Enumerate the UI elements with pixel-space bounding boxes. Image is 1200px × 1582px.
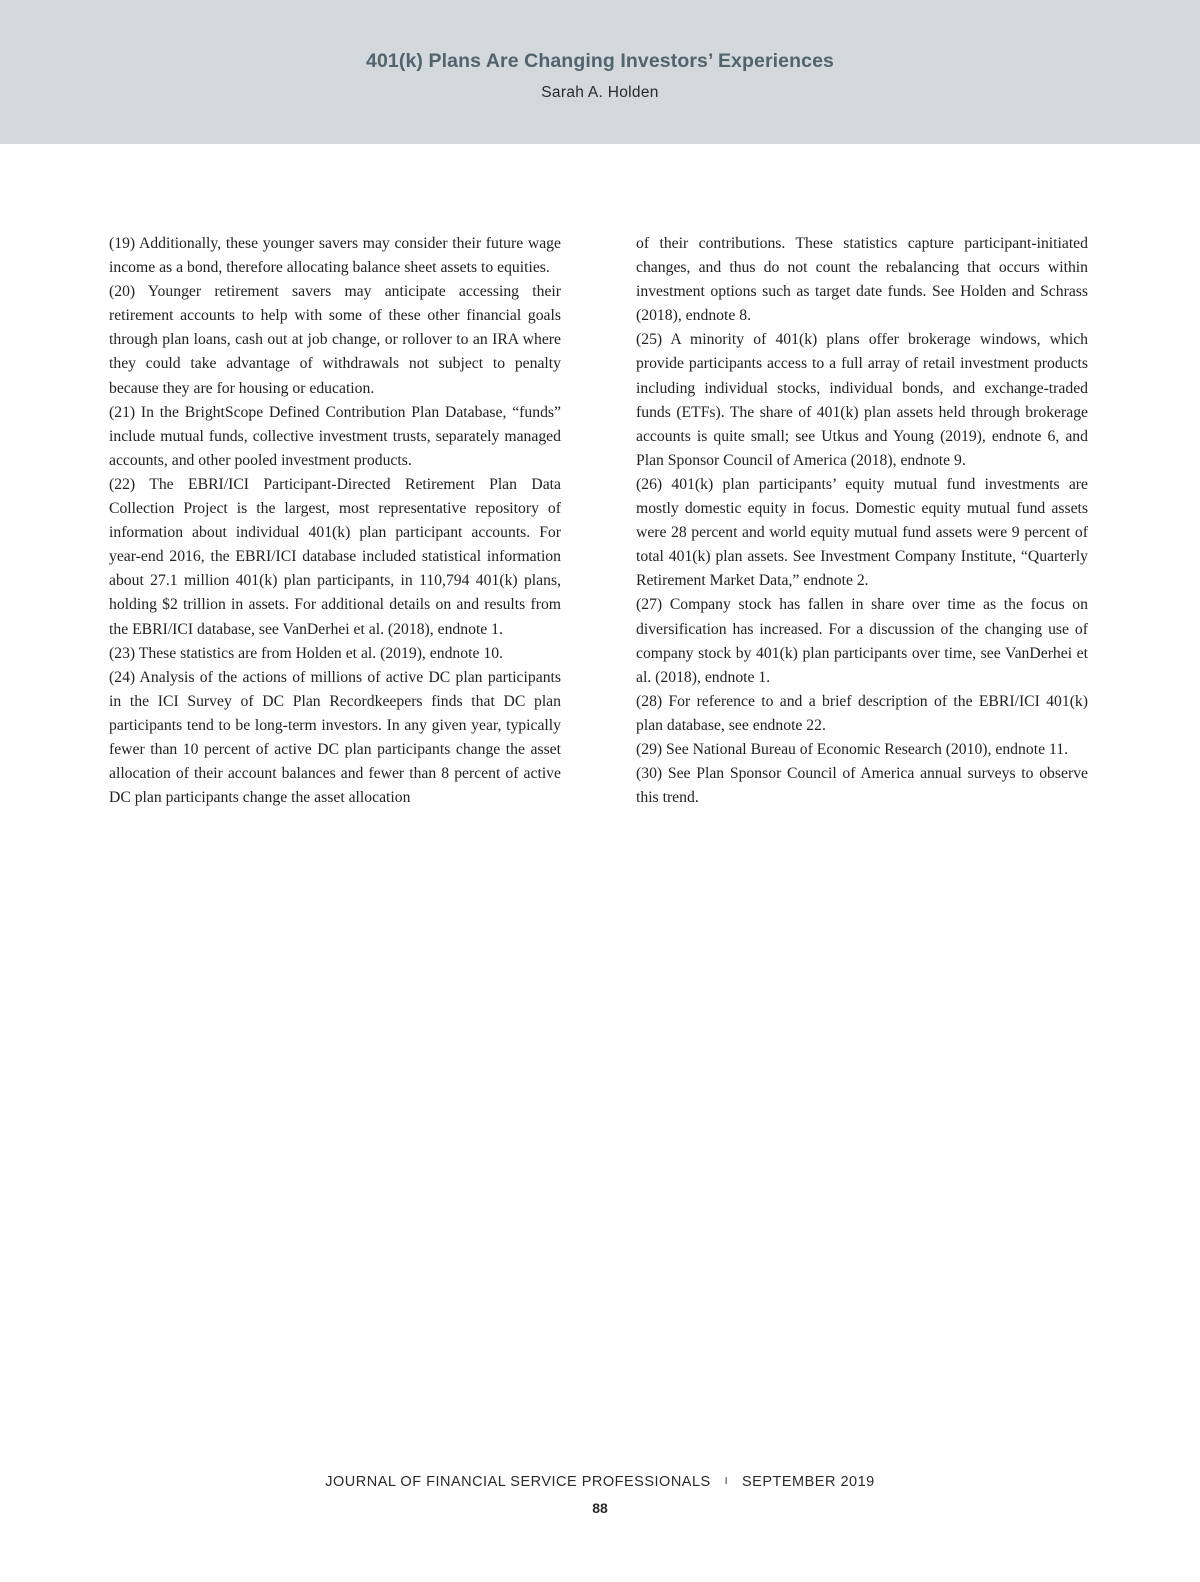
endnote-24: (24) Analysis of the actions of millions of active DC plan participants in the ICI Survey of DC Plan Recordkeepers finds that DC plan participants tend to be long-term investors. In any given year, typically fewer than 10 percent of active DC plan participants change the asset allocation of their account balances and fewer than 8 percent of active DC plan participants change the asset allocation: [109, 668, 561, 807]
endnotes-right-column: [636, 232, 1088, 810]
endnote-19: (19) Additionally, these younger savers may consider their future wage income as a bond, therefore allocating balance sheet assets to equities.: [109, 235, 561, 277]
journal-name: JOURNAL OF FINANCIAL SERVICE PROFESSIONALS: [325, 1474, 711, 1490]
endnote-20: (20) Younger retirement savers may anticipate accessing their retirement accounts to help with some of these other financial goals through plan loans, cash out at job change, or rollover to an IRA where they could take advantage of withdrawals not subject to penalty because they are for housing or education.: [109, 283, 561, 397]
page-number: 88: [592, 1500, 608, 1516]
endnote-26: (26) 401(k) plan participants’ equity mutual fund investments are mostly domestic equity in focus. Domestic equity mutual fund assets were 28 percent and world equity mutual fund assets were 9 percent of total 401(k) plan assets. See Investment Company Institute, “Quarterly Retirement Market Data,” endnote 2.: [636, 475, 1088, 590]
endnote-27: (27) Company stock has fallen in share over time as the focus on diversification has increased. For a discussion of the changing use of company stock by 401(k) plan participants over time, see VanDerhei et al. (2018), endnote 1.: [636, 596, 1088, 686]
footer-journal-line: [0, 1474, 1200, 1490]
endnote-29: (29) See National Bureau of Economic Research (2010), endnote 11.: [636, 740, 1068, 758]
article-title: 401(k) Plans Are Changing Investors’ Experiences: [366, 50, 834, 72]
endnotes-left-column: [109, 232, 561, 810]
endnote-21: (21) In the BrightScope Defined Contribution Plan Database, “funds” include mutual funds, collective investment trusts, separately managed accounts, and other pooled investment products.: [109, 403, 561, 469]
endnote-24-continued: of their contributions. These statistics capture participant-initiated changes, and thus do not count the rebalancing that occurs within investment options such as target date funds. See Holden and Schrass (2018), endnote 8.: [636, 235, 1088, 325]
endnote-25: (25) A minority of 401(k) plans offer brokerage windows, which provide participants access to a full array of retail investment products including individual stocks, individual bonds, and exchange-traded funds (ETFs). The share of 401(k) plan assets held through brokerage accounts is quite small; see Utkus and Young (2019), endnote 6, and Plan Sponsor Council of America (2018), endnote 9.: [636, 331, 1088, 469]
endnote-30: (30) See Plan Sponsor Council of America annual surveys to observe this trend.: [636, 765, 1088, 807]
footer-separator: I: [724, 1476, 728, 1487]
endnote-23: (23) These statistics are from Holden et al. (2019), endnote 10.: [109, 644, 503, 662]
header-band: [0, 0, 1200, 144]
endnote-22: (22) The EBRI/ICI Participant-Directed Retirement Plan Data Collection Project is the largest, most representative repository of information about individual 401(k) plan participant accounts. For year-end 2016, the EBRI/ICI database included statistical information about 27.1 million 401(k) plan participants, in 110,794 401(k) plans, holding $2 trillion in assets. For additional details on and results from the EBRI/ICI database, see VanDerhei et al. (2018), endnote 1.: [109, 475, 561, 638]
issue-date: SEPTEMBER 2019: [742, 1474, 875, 1490]
article-author: Sarah A. Holden: [541, 84, 659, 101]
endnote-28: (28) For reference to and a brief description of the EBRI/ICI 401(k) plan database, see endnote 22.: [636, 692, 1088, 734]
